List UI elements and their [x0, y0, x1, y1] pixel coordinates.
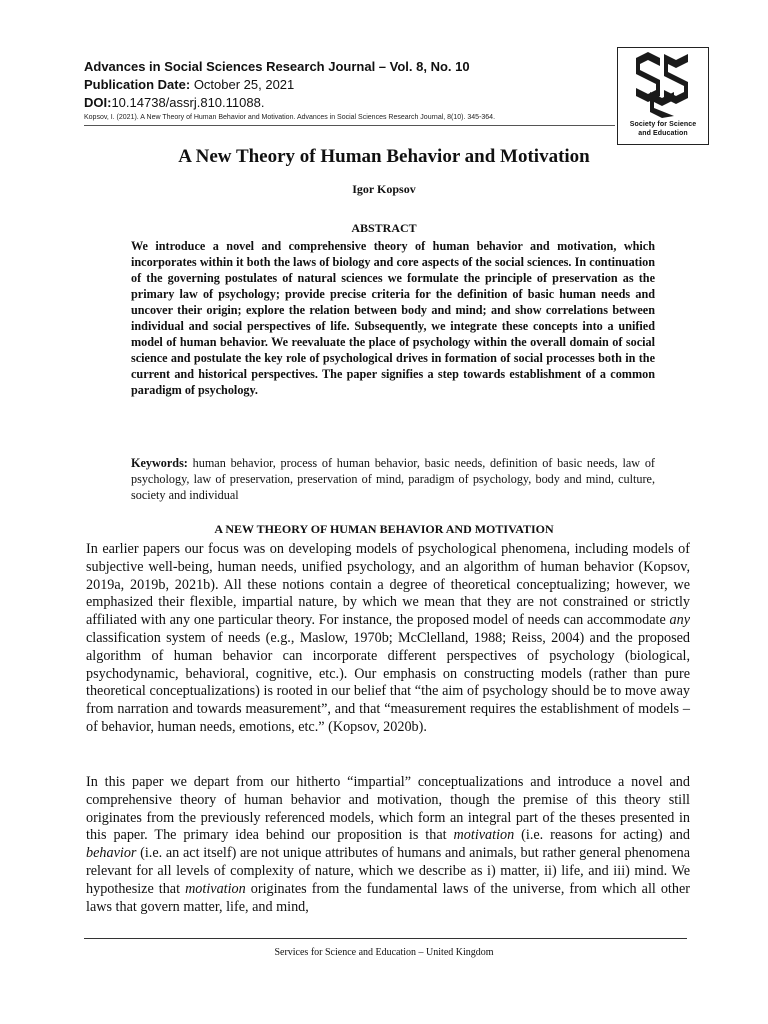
- p2-text-c: (i.e. an act itself) are not unique attributes of humans and animals, but rather general phenomena relevant for all levels of complexity of nature, which we describe as i) matter, ii) life, and iii) mind. We hypothesize that: [86, 845, 690, 897]
- sse-logo-icon: [626, 52, 700, 118]
- header-divider: [84, 125, 615, 126]
- p1-text-a: In earlier papers our focus was on developing models of psychological phenomena, including models of subjective well-being, human needs, unified psychology, and an algorithm of human behavior (Kopsov, 2019a, 2019b, 2021b). All these notions contain a degree of theoretical conceptualizing; however, we emphasized their flexible, impartial nature, by which we mean that they are not constrained or strictly affiliated with any one particular theory. For instance, the proposed model of needs can accommodate: [86, 541, 690, 629]
- logo-caption-line2: and Education: [638, 130, 688, 137]
- author-name: Igor Kopsov: [352, 182, 416, 196]
- journal-name: Advances in Social Sciences Research Journal – Vol. 8, No. 10: [84, 59, 470, 74]
- footer-divider: [84, 938, 687, 939]
- logo-e-bottom: [650, 92, 674, 118]
- citation-line: Kopsov, I. (2021). A New Theory of Human Behavior and Motivation. Advances in Social Sciences Research Journal, 8(10). 345-364.: [84, 114, 496, 121]
- body-paragraph-1: [86, 541, 690, 737]
- doi: [84, 94, 264, 112]
- footer-text: Services for Science and Education – United Kingdom: [274, 947, 494, 958]
- p1-emphasis-any: any: [669, 612, 690, 629]
- p2-text-b: (i.e. reasons for acting) and: [514, 827, 690, 844]
- logo-caption-line1: Society for Science: [629, 121, 697, 128]
- p2-text-a: In this paper we depart from our hitherto “impartial” conceptualizations and introduce a novel and comprehensive theory of human behavior and motivation, though the premise of this theory still originates from the previously referenced models, which form an integral part of the theses presented in this paper. The primary idea behind our proposition is that: [86, 774, 690, 844]
- logo-s-left: [636, 52, 660, 102]
- paper-title: A New Theory of Human Behavior and Motivation: [178, 146, 590, 167]
- p2-text-d: originates from the fundamental laws of the universe, from which all other laws that govern matter, life, and mind,: [86, 880, 690, 915]
- abstract-body: We introduce a novel and comprehensive theory of human behavior and motivation, which incorporates within it both the laws of biology and core aspects of the social sciences. In continuation of the governing postulates of natural sciences we formulate the principle of preservation as the primary law of psychology; provide precise criteria for the definition of basic human needs and uncover their origin; explore the relation between body and mind; and show correlations between individual and social perspectives of life. Subsequently, we integrate these concepts into a unified model of human behavior. We reevaluate the place of psychology within the overall domain of social science and postulate the key role of psychological drives in formation of social processes both in the current and historical perspectives. The paper signifies a step towards establishment of a common paradigm of psychology.: [131, 239, 655, 397]
- publication-date-label: Publication Date:: [84, 77, 191, 92]
- keywords: [131, 455, 655, 503]
- keywords-text: human behavior, process of human behavior, basic needs, definition of basic needs, law of psychology, law of preservation, preservation of mind, paradigm of psychology, body and mind, culture, society and individual: [131, 456, 655, 502]
- publication-date: [84, 76, 294, 94]
- logo-caption: [618, 120, 708, 138]
- doi-value[interactable]: 10.14738/assrj.810.11088.: [111, 95, 265, 110]
- p2-emphasis-motivation: motivation: [453, 827, 515, 844]
- doi-label: DOI:: [84, 95, 112, 110]
- abstract-heading: ABSTRACT: [351, 221, 417, 235]
- publication-date-value: October 25, 2021: [193, 77, 295, 92]
- sse-logo: [617, 47, 709, 145]
- p1-text-b: classification system of needs (e.g., Maslow, 1970b; McClelland, 1988; Reiss, 2004) and the proposed algorithm of human behavior can incorporate different perspectives of psychology (biological, psychodynamic, behavioral, cognitive, etc.). Our emphasis on constructing models (rather than pure theoretical conceptualizations) is rooted in our belief that “the aim of psychology should be to move away from narration and towards measurement”, and that “measurement requires the establishment of models – of behavior, human needs, emotions, etc.” (Kopsov, 2020b).: [86, 629, 690, 735]
- keywords-label: Keywords:: [131, 456, 188, 470]
- p2-emphasis-behavior: behavior: [86, 845, 137, 862]
- section-heading: A NEW THEORY OF HUMAN BEHAVIOR AND MOTIVATION: [214, 522, 554, 536]
- body-paragraph-2: [86, 774, 690, 916]
- p2-emphasis-motivation-2: motivation: [185, 880, 246, 897]
